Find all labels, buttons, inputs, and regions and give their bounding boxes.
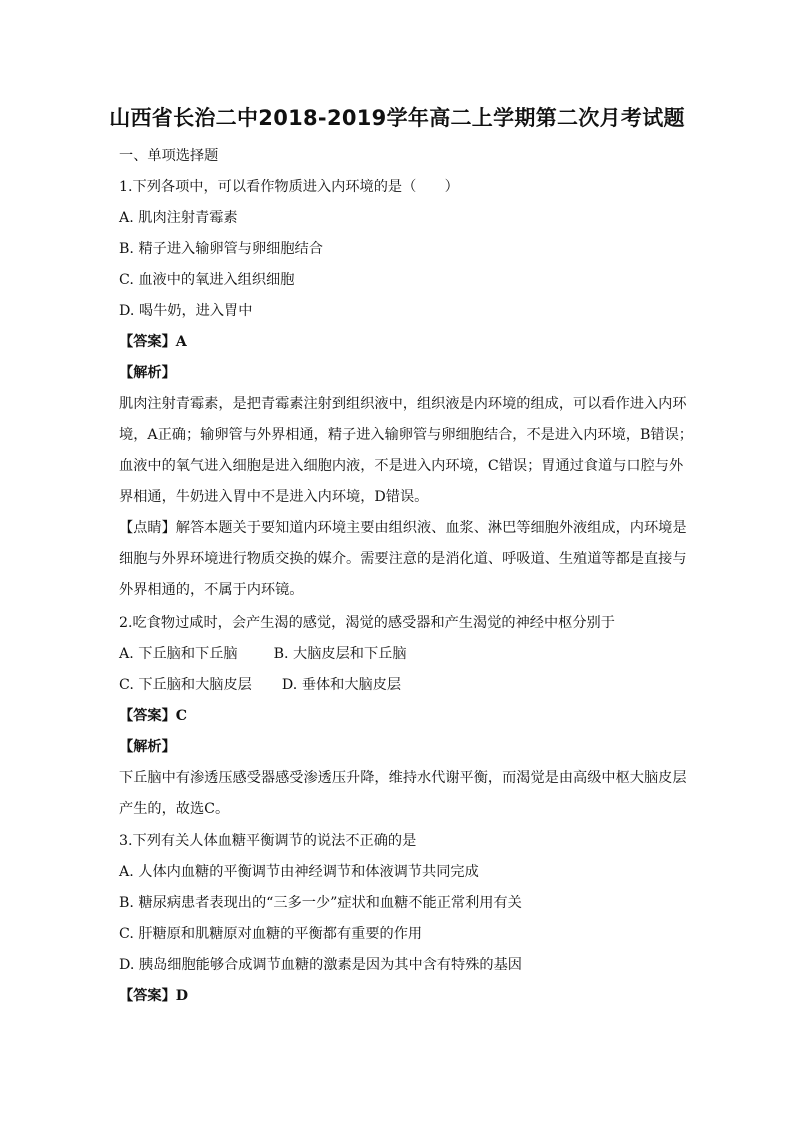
question-3-option-d: D. 胰岛细胞能够合成调节血糖的激素是因为其中含有特殊的基因 xyxy=(119,957,522,973)
question-2-analysis-label: 【解析】 xyxy=(119,739,176,755)
question-2-analysis xyxy=(119,763,687,825)
question-1-option-a: A. 肌肉注射青霉素 xyxy=(119,210,238,226)
question-2-options-row-2 xyxy=(119,675,401,695)
question-3-option-a: A. 人体内血糖的平衡调节由神经调节和体液调节共同完成 xyxy=(119,864,479,880)
section-heading: 一、单项选择题 xyxy=(119,148,219,164)
question-1-analysis xyxy=(119,389,693,513)
question-1-stem: 1.下列各项中，可以看作物质进入内环境的是（ ） xyxy=(119,179,459,195)
question-2-analysis-line: 下丘脑中有渗透压感受器感受渗透压升降，维持水代谢平衡，而渴觉是由高级中枢大脑皮层 xyxy=(119,770,687,786)
question-1-point-line: 外界相通的，不属于内环镜。 xyxy=(119,582,304,598)
question-3-stem: 3.下列有关人体血糖平衡调节的说法不正确的是 xyxy=(119,833,417,849)
question-1-option-d: D. 喝牛奶，进入胃中 xyxy=(119,303,253,319)
question-1-point xyxy=(119,513,687,606)
question-3-option-c: C. 肝糖原和肌糖原对血糖的平衡都有重要的作用 xyxy=(119,926,423,942)
question-1-analysis-line: 血液中的氧气进入细胞是进入细胞内液，不是进入内环境，C错误；胃通过食道与口腔与外 xyxy=(119,458,684,474)
question-3-answer: 【答案】D xyxy=(119,988,189,1004)
question-1-analysis-line: 界相通，牛奶进入胃中不是进入内环境，D错误。 xyxy=(119,489,429,505)
question-2-analysis-line: 产生的，故选C。 xyxy=(119,801,230,817)
question-2-option-a: A. 下丘脑和下丘脑 xyxy=(119,646,238,662)
question-1-analysis-line: 境，A正确；输卵管与外界相通，精子进入输卵管与卵细胞结合，不是进入内环境，B错误； xyxy=(119,427,693,443)
question-1-point-line: 【点睛】解答本题关于要知道内环境主要由组织液、血浆、淋巴等细胞外液组成，内环境是 xyxy=(119,520,687,536)
question-2-stem: 2.吃食物过咸时，会产生渴的感觉，渴觉的感受器和产生渴觉的神经中枢分别于 xyxy=(119,615,615,631)
document-title: 山西省长治二中2018-2019学年高二上学期第二次月考试题 xyxy=(109,106,685,130)
question-1-analysis-line: 肌肉注射青霉素，是把青霉素注射到组织液中，组织液是内环境的组成，可以看作进入内环 xyxy=(119,396,687,412)
question-2-option-b: B. 大脑皮层和下丘脑 xyxy=(273,646,407,662)
question-2-option-d: D. 垂体和大脑皮层 xyxy=(281,677,402,693)
question-1-option-c: C. 血液中的氧进入组织细胞 xyxy=(119,272,295,288)
question-2-options-row-1 xyxy=(119,644,407,664)
question-2-option-c: C. 下丘脑和大脑皮层 xyxy=(119,677,252,693)
question-1-option-b: B. 精子进入输卵管与卵细胞结合 xyxy=(119,241,323,257)
question-1-analysis-label: 【解析】 xyxy=(119,365,176,381)
question-2-answer: 【答案】C xyxy=(119,708,188,724)
question-3-option-b: B. 糖尿病患者表现出的“三多一少”症状和血糖不能正常利用有关 xyxy=(119,895,522,911)
question-1-answer: 【答案】A xyxy=(119,334,187,350)
question-1-point-line: 细胞与外界环境进行物质交换的媒介。需要注意的是消化道、呼吸道、生殖道等都是直接与 xyxy=(119,551,687,567)
